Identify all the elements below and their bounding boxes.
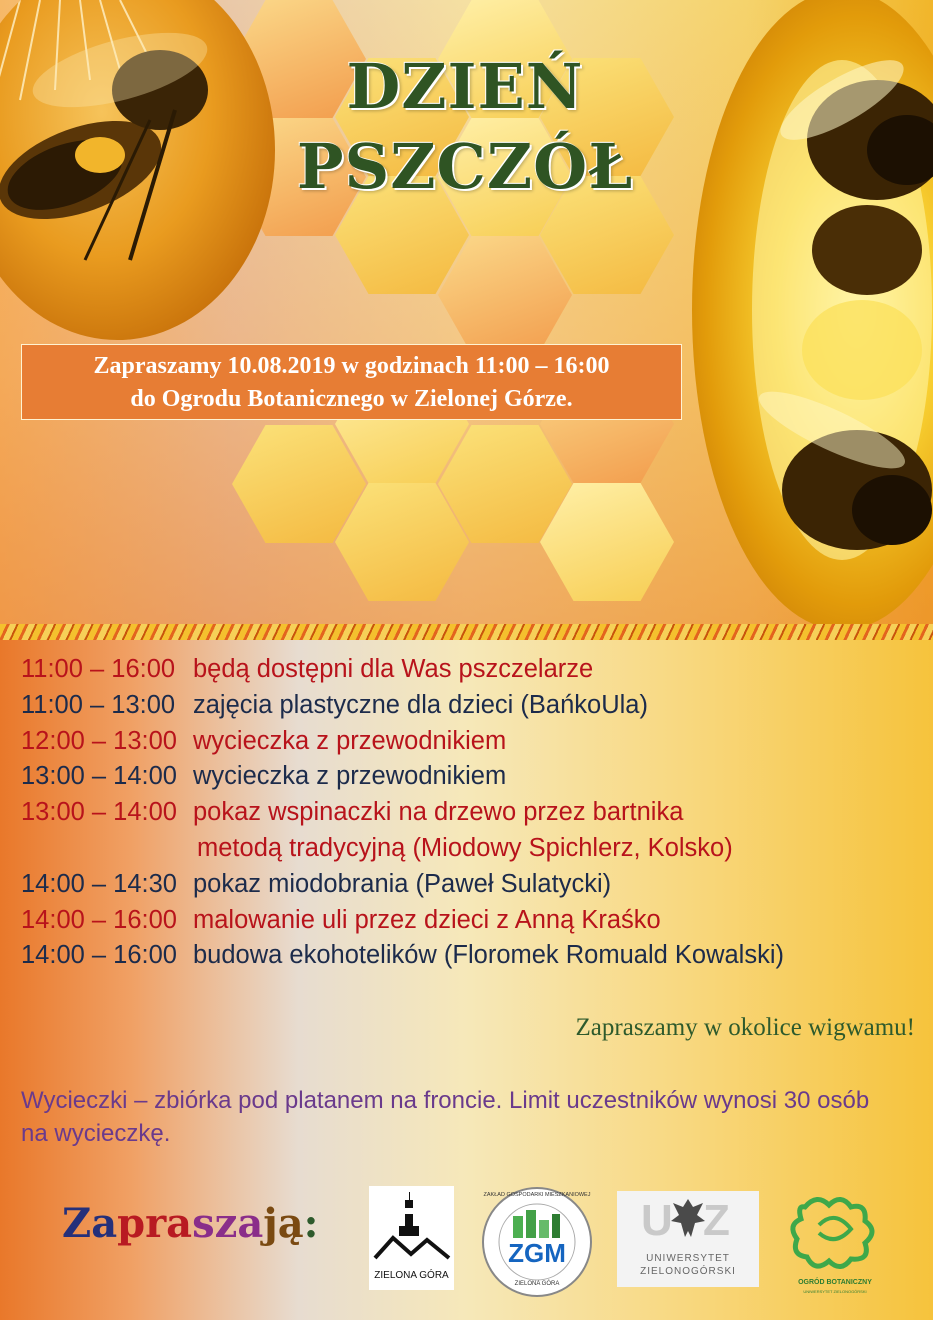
schedule-item-continuation [21,831,926,867]
schedule-description: metodą tradycyjną (Miodowy Spichlerz, Kolsko) [197,833,733,862]
schedule-time: 14:00 – 14:30 [21,869,177,898]
wigwam-invitation: Zapraszamy w okolice wigwamu! [575,1014,915,1041]
zgm-ring-text-bottom: ZIELONA GÓRA [514,1281,560,1287]
schedule-time: 13:00 – 14:00 [21,762,177,791]
bee-photo-right [692,0,933,625]
organizers-label-part: : [303,1200,319,1247]
zielona-gora-caption: ZIELONA GÓRA [374,1270,449,1281]
zielona-gora-logo [369,1186,454,1290]
schedule-item [21,759,926,795]
zgm-logo [481,1186,593,1298]
tour-note: Wycieczki – zbiórka pod platanem na froncie. Limit uczestników wynosi 30 osób na wycieczkę. [21,1087,870,1147]
invitation-line1: Zapraszamy 10.08.2019 w godzinach 11:00 – 16:00 [93,353,610,379]
schedule-item [21,795,926,831]
ogrod-botaniczny-logo [785,1189,885,1299]
zgm-abbreviation: ZGM [508,1238,566,1268]
page-title-line2: PSZCZÓŁ [296,130,634,203]
schedule-time: 13:00 – 14:00 [21,798,177,827]
schedule-time: 14:00 – 16:00 [21,941,177,970]
decorative-band [0,624,933,640]
schedule-time: 14:00 – 16:00 [21,905,177,934]
botanic-garden-subcaption: UNIWERSYTET ZIELONOGÓRSKI [803,1289,867,1294]
schedule-description: budowa ekohotelików (Floromek Romuald Kowalski) [193,941,785,970]
schedule-item [21,903,926,939]
page-title-line1: DZIEŃ [346,50,584,123]
svg-text:U: U [641,1196,673,1245]
organizers-label-part: ją [263,1200,304,1247]
schedule-time [21,831,193,867]
schedule-description: malowanie uli przez dzieci z Anną Kraśko [193,905,661,934]
header-artwork [0,0,933,625]
organizers-label-part: sza [192,1200,264,1247]
uniwersytet-zielonogorski-logo [617,1191,759,1287]
uz-caption-line2: ZIELONOGÓRSKI [640,1266,736,1277]
organizers-label-part: pra [117,1200,193,1247]
bee-photo-icon [692,0,933,625]
schedule-item [21,688,926,724]
schedule-description: wycieczka z przewodnikiem [193,762,507,791]
schedule-description: zajęcia plastyczne dla dzieci (BańkoUla) [193,690,648,719]
uz-eagle-icon [617,1191,759,1249]
schedule-description: pokaz miodobrania (Paweł Sulatycki) [193,869,612,898]
uz-caption-line1: UNIWERSYTET [646,1253,730,1264]
organizers-label-part: Za [62,1200,118,1247]
schedule-list [21,652,926,974]
schedule-description: pokaz wspinaczki na drzewo przez bartnika [193,798,684,827]
schedule-time: 11:00 – 16:00 [21,655,176,683]
organizers-label [62,1200,318,1247]
svg-text:Z: Z [703,1196,730,1245]
schedule-item [21,652,926,688]
invitation-line2: do Ogrodu Botanicznego w Zielonej Górze. [130,386,573,412]
invitation-box [21,344,682,420]
schedule-description: wycieczka z przewodnikiem [193,726,507,755]
schedule-description: będą dostępni dla Was pszczelarze [193,655,594,683]
schedule-item [21,724,926,760]
zielona-gora-tower-icon [369,1186,454,1266]
botanic-garden-caption: OGRÓD BOTANICZNY [798,1279,872,1286]
schedule-item [21,938,926,974]
schedule-time: 12:00 – 13:00 [21,726,177,755]
schedule-time: 11:00 – 13:00 [21,690,176,719]
zgm-ring-text-top: ZAKŁAD GOSPODARKI MIESZKANIOWEJ [483,1192,591,1198]
botanic-garden-leaf-icon [785,1189,885,1277]
schedule-item [21,867,926,903]
